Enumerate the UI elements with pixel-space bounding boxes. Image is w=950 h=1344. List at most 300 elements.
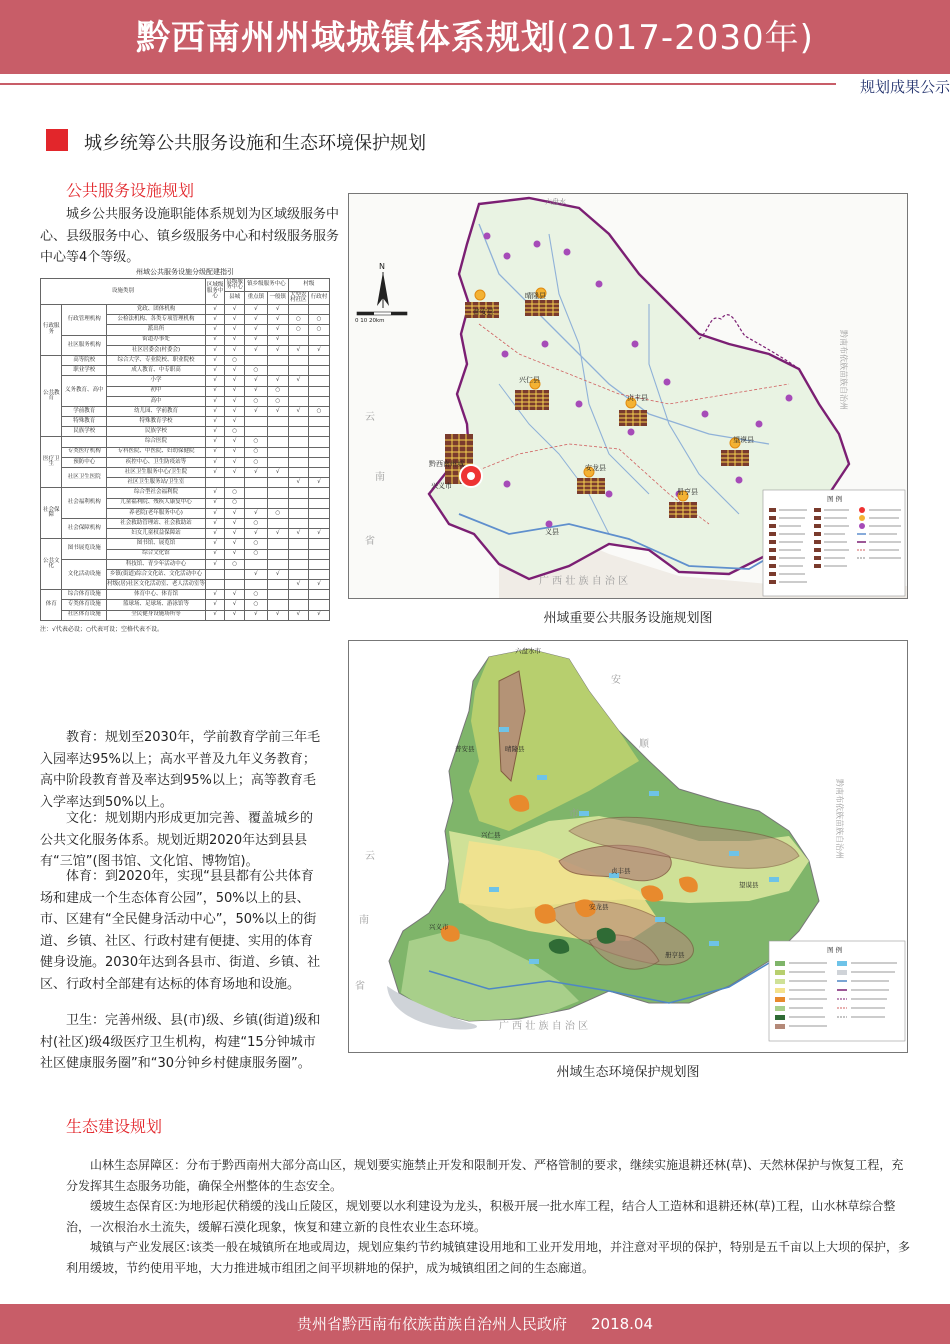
table-mark-cell (288, 386, 308, 396)
table-subcategory-cell: 图书展览设施 (62, 539, 107, 559)
table-mark-cell: √ (245, 529, 268, 539)
table-mark-cell: √ (225, 529, 245, 539)
table-mark-cell: √ (267, 569, 288, 579)
table-row (41, 437, 330, 447)
table-mark-cell: √ (245, 325, 268, 335)
table-mark-cell: √ (205, 600, 224, 610)
th-village: 村级 (288, 279, 329, 292)
table-mark-cell: √ (225, 437, 245, 447)
table-mark-cell: √ (267, 610, 288, 620)
table-mark-cell: √ (205, 376, 224, 386)
table-facility-cell: 综合文化馆 (107, 549, 206, 559)
map1-label-qinglong: 晴隆县 (525, 292, 546, 300)
table-mark-cell: √ (245, 386, 268, 396)
map1-label-sheng: 省 (365, 536, 375, 547)
table-mark-cell: √ (205, 529, 224, 539)
table-mark-cell: √ (245, 468, 268, 478)
table-mark-cell (309, 508, 330, 518)
table-facility-cell: 成人教育、中专职高 (107, 366, 206, 376)
table-facility-cell: 综合大学、专业院校、职业院校 (107, 355, 206, 365)
health-paragraph: 卫生：完善州级、县(市)级、乡镇(街道)级和村(社区)级4级医疗卫生机构，构建“15分钟城市社区健康服务圈”和“30分钟乡村健康服务圈”。 (40, 1013, 321, 1072)
map1-scale-label: 0 10 20km (355, 318, 385, 324)
table-mark-cell (267, 478, 288, 488)
table-mark-cell: √ (225, 376, 245, 386)
table-facility-cell: 妇女儿童权益保障站 (107, 529, 206, 539)
table-mark-cell: √ (205, 539, 224, 549)
table-mark-cell (309, 539, 330, 549)
table-note: 注：√代表必设；○代表可设；空格代表不设。 (40, 625, 164, 633)
table-mark-cell: √ (309, 345, 330, 355)
table-mark-cell (309, 437, 330, 447)
table-mark-cell: √ (205, 468, 224, 478)
table-row (41, 417, 330, 427)
table-mark-cell (245, 355, 268, 365)
table-mark-cell: √ (225, 508, 245, 518)
table-mark-cell (267, 447, 288, 457)
map2-label-anlong: 安龙县 (589, 903, 609, 911)
table-facility-cell: 综合医院 (107, 437, 206, 447)
table-facility-cell: 初中 (107, 386, 206, 396)
map2-label-qiannan: 黔南布依族苗族自治州 (835, 779, 844, 859)
page-title (0, 10, 950, 59)
table-mark-cell: √ (288, 376, 308, 386)
table-mark-cell: √ (205, 437, 224, 447)
table-facility-cell: 派出所 (107, 325, 206, 335)
table-mark-cell: √ (245, 406, 268, 416)
table-mark-cell: √ (205, 427, 224, 437)
table-facility-cell: 社区居委会(村委会) (107, 345, 206, 355)
table-mark-cell: ○ (309, 406, 330, 416)
table-facility-cell: 篮球场、足球场、游泳馆等 (107, 600, 206, 610)
table-facility-cell: 乡镇(街道)综合文化站、文化活动中心 (107, 569, 206, 579)
table-mark-cell (205, 569, 224, 579)
table-mark-cell (267, 590, 288, 600)
table-mark-cell: √ (267, 305, 288, 315)
map1-caption: 州域重要公共服务设施规划图 (543, 611, 713, 626)
table-mark-cell: √ (205, 447, 224, 457)
table-mark-cell: √ (205, 498, 224, 508)
table-mark-cell: √ (205, 508, 224, 518)
table-mark-cell: √ (205, 549, 224, 559)
table-mark-cell: √ (205, 457, 224, 467)
th-normal-town: 一般镇 (267, 292, 288, 305)
table-mark-cell (225, 580, 245, 590)
table-row (41, 518, 330, 528)
map1-legend (763, 490, 905, 596)
table-facility-cell: 体育中心、体育馆 (107, 590, 206, 600)
table-facility-cell: 综合型社会福利院 (107, 488, 206, 498)
table-mark-cell: √ (245, 610, 268, 620)
table-mark-cell: √ (288, 580, 308, 590)
map1-label-puan: 普安县 (473, 308, 494, 316)
table-mark-cell: √ (309, 529, 330, 539)
table-facility-cell: 村级(居)社区文化活动室、老人活动室等 (107, 580, 206, 590)
public-service-intro: 城乡公共服务设施职能体系规划为区域级服务中心、县级服务中心、镇乡级服务中心和村级服务服务中心等4个等级。 (40, 207, 340, 266)
table-mark-cell: √ (225, 345, 245, 355)
table-mark-cell (288, 457, 308, 467)
table-mark-cell (309, 305, 330, 315)
map1-label-zhenfeng: 贞丰县 (627, 394, 648, 402)
table-mark-cell: √ (245, 315, 268, 325)
table-mark-cell: √ (205, 610, 224, 620)
table-mark-cell (267, 488, 288, 498)
table-mark-cell: √ (205, 518, 224, 528)
table-mark-cell: √ (267, 529, 288, 539)
table-row (41, 355, 330, 365)
table-mark-cell (225, 569, 245, 579)
table-mark-cell (288, 437, 308, 447)
table-mark-cell (288, 559, 308, 569)
map1-label-wangmo: 望谟县 (733, 436, 754, 444)
table-row (41, 600, 330, 610)
th-big-village: 大型农村社区 (290, 291, 307, 303)
table-mark-cell (288, 396, 308, 406)
table-mark-cell: √ (205, 406, 224, 416)
table-mark-cell: √ (225, 539, 245, 549)
map2-label-yun: 云 (365, 851, 375, 862)
table-mark-cell: √ (205, 325, 224, 335)
table-row (41, 488, 330, 498)
table-mark-cell (245, 559, 268, 569)
table-subcategory-cell: 专类体育设施 (62, 600, 107, 610)
map2-caption: 州域生态环境保护规划图 (556, 1065, 700, 1080)
table-mark-cell: √ (225, 335, 245, 345)
map2-label-qinglong: 晴隆县 (505, 745, 525, 753)
table-mark-cell (267, 559, 288, 569)
table-facility-cell: 养老院(老年服务中心) (107, 508, 206, 518)
table-mark-cell (309, 386, 330, 396)
table-mark-cell: √ (225, 417, 245, 427)
table-facility-cell: 社区卫生服务中心/卫生院 (107, 468, 206, 478)
table-mark-cell (309, 417, 330, 427)
table-facility-cell: 专科医院、中医院、妇幼保健院 (107, 447, 206, 457)
publication-tag: 规划成果公示 (859, 78, 950, 96)
table-row (41, 539, 330, 549)
table-mark-cell (309, 569, 330, 579)
header-divider (0, 83, 836, 85)
table-mark-cell: √ (205, 335, 224, 345)
table-row (41, 447, 330, 457)
map1-label-guangxi: 广 西 壮 族 自 治 区 (539, 576, 629, 587)
map2-label-shi: 市 (569, 809, 579, 820)
table-mark-cell: √ (225, 457, 245, 467)
table-row (41, 590, 330, 600)
table-subcategory-cell: 文化活动设施 (62, 559, 107, 590)
map2-label-zhenfeng: 贞丰县 (611, 867, 631, 875)
table-subcategory-cell: 预防中心 (62, 457, 107, 467)
table-facility-cell: 特殊教育学校 (107, 417, 206, 427)
eco-paragraph-2: 缓坡生态保育区:为地形起伏稍缓的浅山丘陵区，规划要以水利建设为龙头，积极开展一批水库工程，结合人工造林和退耕还林(草)工程，山水林草综合整治，一次根治水土流失，缓解石漠化现象，恢复和建立新的良性农业生态环境。 (66, 1199, 896, 1234)
map1-legend-title: 图 例 (827, 495, 843, 503)
table-mark-cell: ○ (267, 508, 288, 518)
table-mark-cell (225, 478, 245, 488)
table-mark-cell: √ (225, 468, 245, 478)
table-mark-cell: √ (267, 376, 288, 386)
table-mark-cell: ○ (245, 539, 268, 549)
table-mark-cell: √ (225, 549, 245, 559)
table-mark-cell (288, 518, 308, 528)
table-category-cell: 医疗卫生 (41, 437, 62, 488)
map1-label-xingren: 兴仁县 (519, 376, 540, 384)
table-subcategory-cell: 义务教育、高中 (62, 376, 107, 407)
table-mark-cell (205, 478, 224, 488)
table-mark-cell (288, 366, 308, 376)
table-facility-cell: 科技馆、青少年活动中心 (107, 559, 206, 569)
table-subcategory-cell: 行政管理机构 (62, 305, 107, 336)
table-mark-cell: ○ (309, 325, 330, 335)
table-row (41, 376, 330, 386)
table-subcategory-cell: 综合体育设施 (62, 590, 107, 600)
map2-label-liupanshui: 六盘水市 (515, 647, 541, 655)
table-mark-cell: ○ (245, 600, 268, 610)
table-mark-cell: √ (205, 396, 224, 406)
table-mark-cell: ○ (288, 325, 308, 335)
table-mark-cell (288, 447, 308, 457)
map1-label-yiyi: 义县 (545, 528, 559, 536)
map1-label-anlong: 安龙县 (585, 464, 606, 472)
table-facility-cell: 公检法机构、各类专项管理机构 (107, 315, 206, 325)
table-mark-cell: ○ (245, 457, 268, 467)
table-mark-cell (288, 508, 308, 518)
table-mark-cell: √ (267, 315, 288, 325)
table-mark-cell: √ (205, 417, 224, 427)
table-mark-cell: ○ (245, 366, 268, 376)
table-mark-cell (245, 580, 268, 590)
table-mark-cell (309, 518, 330, 528)
public-service-map-svg (349, 194, 908, 599)
table-mark-cell (309, 488, 330, 498)
eco-paragraph-1: 山林生态屏障区：分布于黔西南州大部分高山区，规划要实施禁止开发和限制开发、严格管制的要求，继续实施退耕还林(草)、天然林保护与恢复工程，充分发挥其生态服务功能，确保全州整体的生态安全。 (66, 1158, 904, 1193)
th-key-town: 重点镇 (245, 292, 268, 305)
culture-paragraph: 文化：规划期内形成更加完善、覆盖城乡的公共文化服务体系。规划近期2020年达到县县有“三馆”(图书馆、文化馆、博物馆)。 (40, 811, 314, 870)
table-mark-cell (309, 376, 330, 386)
table-row (41, 305, 330, 315)
table-mark-cell: √ (205, 590, 224, 600)
table-mark-cell (245, 427, 268, 437)
map2-label-nan: 南 (359, 915, 369, 926)
table-mark-cell (245, 478, 268, 488)
table-mark-cell: √ (205, 305, 224, 315)
table-mark-cell: ○ (245, 396, 268, 406)
map1-label-yun: 云 (365, 412, 375, 423)
map2-label-sheng: 省 (355, 981, 365, 992)
title-banner (0, 0, 950, 74)
facility-guide-table-block (40, 266, 330, 633)
eco-heading: 生态建设规划 (66, 1117, 163, 1136)
table-mark-cell (288, 590, 308, 600)
table-mark-cell (267, 355, 288, 365)
table-mark-cell: √ (245, 508, 268, 518)
table-mark-cell: √ (225, 518, 245, 528)
table-facility-cell: 街道办事处 (107, 335, 206, 345)
table-mark-cell (267, 417, 288, 427)
table-row (41, 468, 330, 478)
table-mark-cell: √ (267, 325, 288, 335)
facility-guide-table (40, 278, 330, 621)
table-mark-cell (309, 457, 330, 467)
table-mark-cell (267, 600, 288, 610)
th-county-seat: 县城 (225, 292, 245, 305)
table-subcategory-cell: 社区卫生医院 (62, 468, 107, 488)
map1-north-label: N (379, 262, 385, 271)
table-mark-cell: √ (205, 366, 224, 376)
table-mark-cell (309, 549, 330, 559)
table-mark-cell (245, 488, 268, 498)
map2-label-xingren: 兴仁县 (481, 831, 501, 839)
table-mark-cell: √ (288, 610, 308, 620)
table-mark-cell: √ (225, 396, 245, 406)
eco-protection-map-svg (349, 641, 908, 1053)
map1-label-nan: 南 (375, 472, 385, 483)
public-service-heading: 公共服务设施规划 (66, 181, 195, 200)
table-subcategory-cell (62, 437, 107, 447)
table-mark-cell (288, 417, 308, 427)
map1-label-liupanshui: 六盘水 (545, 198, 566, 206)
table-mark-cell: √ (205, 559, 224, 569)
table-facility-cell: 幼儿园、学前教育 (107, 406, 206, 416)
table-mark-cell: ○ (245, 447, 268, 457)
table-subcategory-cell: 民族学校 (62, 427, 107, 437)
table-mark-cell: √ (245, 376, 268, 386)
table-mark-cell: √ (205, 488, 224, 498)
table-mark-cell: √ (267, 335, 288, 345)
table-mark-cell (267, 549, 288, 559)
map2-label-wangmo: 望谟县 (739, 881, 759, 889)
table-mark-cell: √ (225, 305, 245, 315)
table-mark-cell: √ (225, 325, 245, 335)
sport-paragraph: 体育：到2020年，实现“县县都有公共体育场和建成一个生态体育公园”，50%以上的县、市、区建有“全民健身活动中心”，50%以上的街道、乡镇、社区、行政村建有便捷、实用的体育健身设施。2030年达到各县市、街道、乡镇、社区、行政村全部建有达标的体育场地和设施。 (40, 869, 321, 992)
table-row (41, 457, 330, 467)
table-subcategory-cell: 特殊教育 (62, 417, 107, 427)
footer (0, 1304, 950, 1344)
table-body (41, 305, 330, 621)
table-mark-cell (288, 600, 308, 610)
table-mark-cell: √ (205, 345, 224, 355)
th-admin-village: 行政村 (309, 292, 330, 305)
table-facility-cell: 社区卫生服务站/卫生室 (107, 478, 206, 488)
table-facility-cell: 社会救助管理站、社会救助站 (107, 518, 206, 528)
table-mark-cell: ○ (225, 559, 245, 569)
table-mark-cell: √ (309, 478, 330, 488)
table-subcategory-cell: 高等院校 (62, 355, 107, 365)
table-mark-cell (288, 488, 308, 498)
map2-legend (769, 941, 905, 1041)
section-marker (46, 129, 68, 151)
table-category-cell: 体育 (41, 590, 62, 621)
table-mark-cell: √ (225, 590, 245, 600)
table-mark-cell: √ (225, 315, 245, 325)
th-town: 镇乡级服务中心 (245, 279, 289, 292)
table-mark-cell: √ (288, 406, 308, 416)
table-mark-cell: √ (288, 478, 308, 488)
table-facility-cell: 疾控中心、卫生防疫站等 (107, 457, 206, 467)
table-mark-cell (309, 600, 330, 610)
map1-label-cheng: 黔西南州城 (429, 460, 464, 468)
table-mark-cell: √ (245, 335, 268, 345)
table-mark-cell (309, 559, 330, 569)
map2-label-an: 安 (611, 675, 621, 686)
table-mark-cell (267, 518, 288, 528)
map1-label-xingyi: 兴义市 (431, 482, 452, 490)
table-category-cell: 行政服务 (41, 305, 62, 356)
th-region: 区域级服务中心 (205, 279, 224, 305)
table-mark-cell: √ (205, 355, 224, 365)
table-mark-cell (267, 498, 288, 508)
table-mark-cell: ○ (225, 355, 245, 365)
table-mark-cell: √ (225, 366, 245, 376)
table-mark-cell (309, 468, 330, 478)
table-mark-cell (245, 498, 268, 508)
table-facility-cell: 高中 (107, 396, 206, 406)
table-mark-cell (309, 447, 330, 457)
map2-legend-title: 图 例 (827, 946, 843, 954)
table-mark-cell (288, 549, 308, 559)
table-category-cell: 社会保障 (41, 488, 62, 539)
table-mark-cell: ○ (245, 518, 268, 528)
table-row (41, 366, 330, 376)
table-mark-cell: √ (309, 580, 330, 590)
table-facility-cell: 全民健身设施场所等 (107, 610, 206, 620)
table-mark-cell: √ (205, 315, 224, 325)
table-row (41, 610, 330, 620)
map2-label-xingyi: 兴义市 (429, 923, 449, 931)
table-mark-cell: ○ (245, 590, 268, 600)
table-mark-cell: ○ (225, 498, 245, 508)
table-row (41, 559, 330, 569)
table-mark-cell (267, 427, 288, 437)
table-category-cell: 公共教育 (41, 355, 62, 437)
table-mark-cell (288, 539, 308, 549)
table-subcategory-cell: 社区服务机构 (62, 335, 107, 355)
table-facility-cell: 图书馆、展览馆 (107, 539, 206, 549)
table-mark-cell (288, 355, 308, 365)
table-mark-cell (288, 305, 308, 315)
table-mark-cell (309, 590, 330, 600)
table-mark-cell: √ (309, 610, 330, 620)
table-mark-cell: √ (288, 345, 308, 355)
table-mark-cell: ○ (288, 315, 308, 325)
table-mark-cell: √ (245, 345, 268, 355)
table-mark-cell: √ (245, 305, 268, 315)
th-type: 设施类别 (41, 279, 206, 305)
table-mark-cell: √ (225, 386, 245, 396)
table-mark-cell (267, 437, 288, 447)
map1-label-qiannan: 黔南布依族苗族自治州 (839, 330, 848, 410)
table-mark-cell (309, 366, 330, 376)
table-mark-cell (309, 396, 330, 406)
table-mark-cell (267, 457, 288, 467)
table-category-cell: 公共文化 (41, 539, 62, 590)
eco-protection-map (348, 640, 908, 1053)
table-mark-cell (267, 366, 288, 376)
table-subcategory-cell: 专类医疗机构 (62, 447, 107, 457)
table-row (41, 427, 330, 437)
table-subcategory-cell: 职业学校 (62, 366, 107, 376)
table-mark-cell: √ (267, 468, 288, 478)
table-mark-cell: ○ (225, 488, 245, 498)
section-title: 城乡统筹公共服务设施和生态环境保护规划 (84, 133, 426, 154)
table-mark-cell (309, 427, 330, 437)
table-mark-cell: √ (225, 600, 245, 610)
table-mark-cell (205, 580, 224, 590)
table-mark-cell: ○ (245, 437, 268, 447)
table-mark-cell (288, 498, 308, 508)
th-county: 县级服务中心 (226, 278, 243, 290)
table-mark-cell (309, 355, 330, 365)
table-mark-cell: √ (245, 569, 268, 579)
table-mark-cell: ○ (225, 427, 245, 437)
table-facility-cell: 党政、团体机构 (107, 305, 206, 315)
